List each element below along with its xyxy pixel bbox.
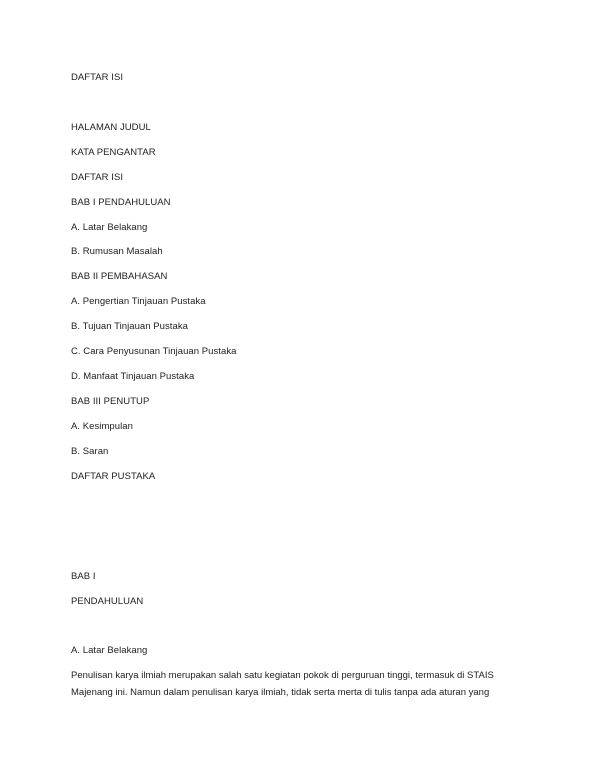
toc-item: BAB II PEMBAHASAN	[71, 271, 168, 282]
toc-item: HALAMAN JUDUL	[71, 122, 151, 133]
chapter-title: PENDAHULUAN	[71, 596, 144, 607]
toc-item: DAFTAR PUSTAKA	[71, 471, 156, 482]
toc-item: KATA PENGANTAR	[71, 147, 156, 158]
toc-heading: DAFTAR ISI	[71, 72, 124, 83]
toc-item: B. Rumusan Masalah	[71, 246, 163, 257]
toc-item: DAFTAR ISI	[71, 172, 124, 183]
toc-item: D. Manfaat Tinjauan Pustaka	[71, 371, 195, 382]
toc-item: B. Tujuan Tinjauan Pustaka	[71, 321, 188, 332]
toc-item: B. Saran	[71, 446, 109, 457]
toc-item: C. Cara Penyusunan Tinjauan Pustaka	[71, 346, 237, 357]
section-heading: A. Latar Belakang	[71, 645, 148, 656]
toc-item: BAB III PENUTUP	[71, 396, 150, 407]
body-paragraph: Penulisan karya ilmiah merupakan salah satu kegiatan pokok di perguruan tinggi, termasuk di STAIS Majenang ini. Namun dalam penulisan karya ilmiah, tidak serta merta di tulis tanpa ada aturan yang	[71, 670, 494, 698]
toc-item: A. Latar Belakang	[71, 222, 148, 233]
toc-item: BAB I PENDAHULUAN	[71, 197, 171, 208]
toc-item: A. Kesimpulan	[71, 421, 133, 432]
toc-item: A. Pengertian Tinjauan Pustaka	[71, 296, 206, 307]
chapter-label: BAB I	[71, 571, 96, 582]
